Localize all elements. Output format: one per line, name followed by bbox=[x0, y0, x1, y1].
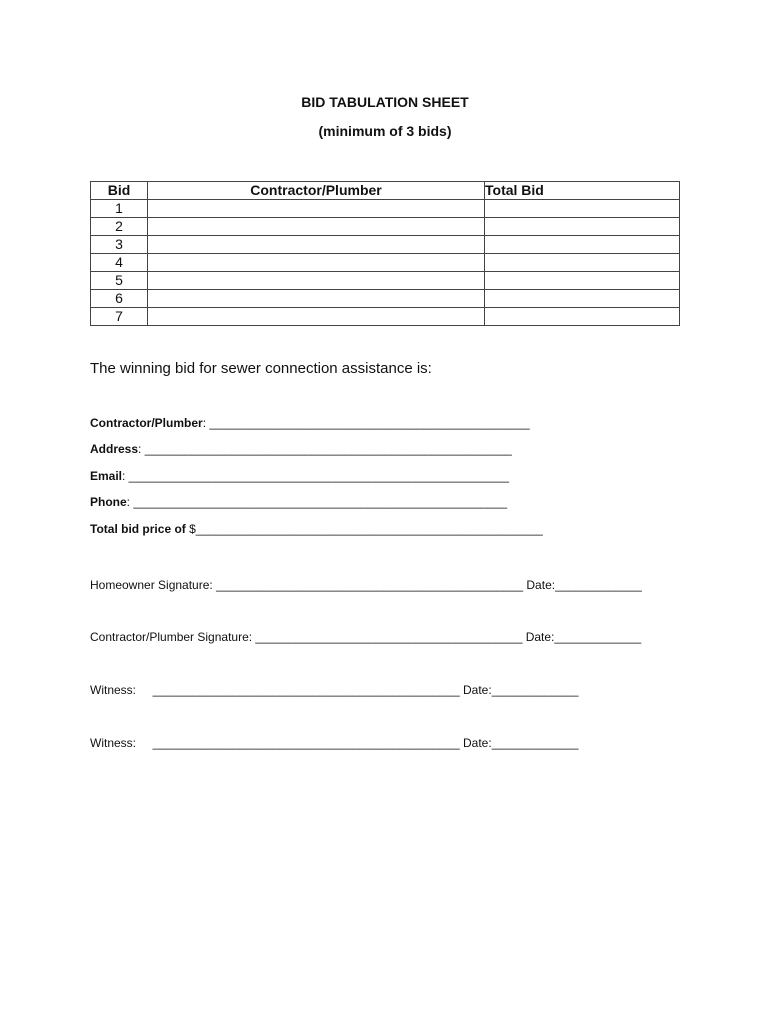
bid-number-cell: 6 bbox=[91, 290, 148, 308]
email-label: Email bbox=[90, 469, 123, 483]
bid-number-cell: 2 bbox=[91, 218, 148, 236]
total-bid-cell[interactable] bbox=[485, 272, 680, 290]
table-row bbox=[91, 308, 680, 326]
phone-blank[interactable]: : ________________________________________________________ bbox=[126, 495, 508, 509]
winning-bid-statement: The winning bid for sewer connection assistance is: bbox=[90, 360, 432, 377]
email-field[interactable] bbox=[90, 469, 509, 483]
table-row bbox=[91, 236, 680, 254]
contractor-cell[interactable] bbox=[148, 308, 485, 326]
contractor-plumber-label: Contractor/Plumber bbox=[90, 416, 203, 430]
table-row bbox=[91, 290, 680, 308]
witness-signature-line-2[interactable]: Witness: ______________________________________________ Date:_____________ bbox=[90, 736, 579, 750]
table-row bbox=[91, 254, 680, 272]
total-bid-price-label: Total bid price of bbox=[90, 522, 186, 536]
total-bid-price-field[interactable] bbox=[90, 522, 543, 536]
total-bid-cell[interactable] bbox=[485, 290, 680, 308]
total-bid-cell[interactable] bbox=[485, 236, 680, 254]
witness-signature-line-1[interactable]: Witness: ______________________________________________ Date:_____________ bbox=[90, 683, 579, 697]
bid-number-cell: 5 bbox=[91, 272, 148, 290]
contractor-cell[interactable] bbox=[148, 218, 485, 236]
total-bid-cell[interactable] bbox=[485, 200, 680, 218]
address-field[interactable] bbox=[90, 442, 512, 456]
column-header-contractor: Contractor/Plumber bbox=[148, 182, 485, 200]
contractor-signature-line[interactable]: Contractor/Plumber Signature: ________________________________________ Date:_____________ bbox=[90, 630, 642, 644]
contractor-cell[interactable] bbox=[148, 272, 485, 290]
column-header-total-bid: Total Bid bbox=[485, 182, 680, 200]
contractor-cell[interactable] bbox=[148, 200, 485, 218]
total-bid-cell[interactable] bbox=[485, 254, 680, 272]
contractor-plumber-blank[interactable]: : ________________________________________________ bbox=[202, 416, 530, 430]
phone-field[interactable] bbox=[90, 495, 507, 509]
address-blank[interactable]: : _______________________________________________________ bbox=[138, 442, 512, 456]
table-row bbox=[91, 218, 680, 236]
total-bid-cell[interactable] bbox=[485, 308, 680, 326]
bid-number-cell: 4 bbox=[91, 254, 148, 272]
table-row bbox=[91, 200, 680, 218]
contractor-cell[interactable] bbox=[148, 254, 485, 272]
column-header-bid: Bid bbox=[91, 182, 148, 200]
homeowner-signature-line[interactable]: Homeowner Signature: ______________________________________________ Date:_____________ bbox=[90, 578, 642, 592]
total-bid-cell[interactable] bbox=[485, 218, 680, 236]
bid-table-header-row bbox=[91, 182, 680, 200]
bid-number-cell: 7 bbox=[91, 308, 148, 326]
table-row bbox=[91, 272, 680, 290]
address-label: Address bbox=[90, 442, 139, 456]
contractor-plumber-field[interactable] bbox=[90, 416, 530, 430]
bid-number-cell: 1 bbox=[91, 200, 148, 218]
phone-label: Phone bbox=[90, 495, 127, 509]
contractor-cell[interactable] bbox=[148, 290, 485, 308]
page-title: BID TABULATION SHEET bbox=[301, 94, 469, 110]
page-subtitle: (minimum of 3 bids) bbox=[318, 123, 452, 139]
total-bid-price-blank[interactable]: $____________________________________________________ bbox=[185, 522, 543, 536]
bid-number-cell: 3 bbox=[91, 236, 148, 254]
contractor-cell[interactable] bbox=[148, 236, 485, 254]
email-blank[interactable]: : _________________________________________________________ bbox=[122, 469, 510, 483]
bid-table bbox=[90, 181, 680, 326]
